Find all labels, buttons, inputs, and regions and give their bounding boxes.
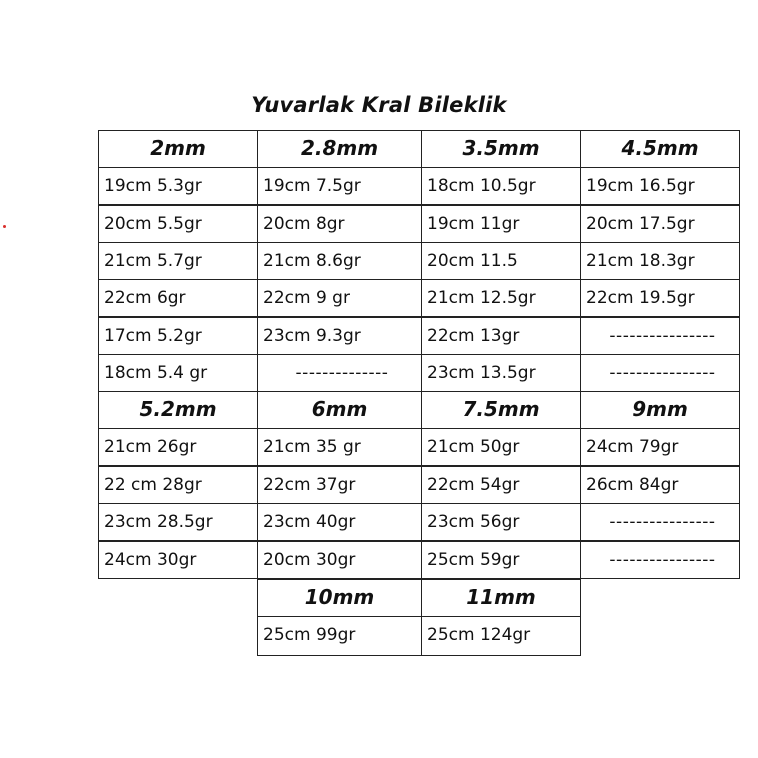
- table-cell: --------------: [257, 354, 422, 392]
- table-cell: 26cm 84gr: [580, 466, 740, 504]
- table-cell: 22 cm 28gr: [98, 466, 258, 504]
- table-cell: 21cm 8.6gr: [257, 242, 422, 280]
- table-cell: 24cm 30gr: [98, 541, 258, 579]
- column-header: 11mm: [421, 579, 581, 617]
- table-cell: 22cm 54gr: [421, 466, 581, 504]
- column-header: 3.5mm: [421, 130, 581, 168]
- table-cell: 22cm 6gr: [98, 279, 258, 317]
- column-header: 2mm: [98, 130, 258, 168]
- table-cell: 21cm 5.7gr: [98, 242, 258, 280]
- table-cell: 20cm 8gr: [257, 205, 422, 243]
- table-cell: ----------------: [580, 354, 740, 392]
- table-cell: 23cm 28.5gr: [98, 503, 258, 541]
- table-cell: 20cm 17.5gr: [580, 205, 740, 243]
- table-cell: ----------------: [580, 317, 740, 355]
- table-cell: 20cm 11.5: [421, 242, 581, 280]
- table-cell: 22cm 37gr: [257, 466, 422, 504]
- table-cell: 21cm 12.5gr: [421, 279, 581, 317]
- table-cell: 22cm 19.5gr: [580, 279, 740, 317]
- page-title: Yuvarlak Kral Bileklik: [251, 93, 507, 117]
- table-cell: 21cm 18.3gr: [580, 242, 740, 280]
- column-header: 6mm: [257, 391, 422, 429]
- table-cell: 20cm 30gr: [257, 541, 422, 579]
- table-cell: 25cm 59gr: [421, 541, 581, 579]
- table-cell: 23cm 56gr: [421, 503, 581, 541]
- table-cell: ----------------: [580, 541, 740, 579]
- table-cell: 18cm 10.5gr: [421, 167, 581, 205]
- column-header: 10mm: [257, 579, 422, 617]
- table-cell: ----------------: [580, 503, 740, 541]
- table-cell: 21cm 26gr: [98, 428, 258, 466]
- column-header: 2.8mm: [257, 130, 422, 168]
- table-cell: 19cm 16.5gr: [580, 167, 740, 205]
- table-cell: 19cm 5.3gr: [98, 167, 258, 205]
- table-cell: 17cm 5.2gr: [98, 317, 258, 355]
- table-cell: 23cm 9.3gr: [257, 317, 422, 355]
- table-cell: 21cm 50gr: [421, 428, 581, 466]
- table-cell: 20cm 5.5gr: [98, 205, 258, 243]
- table-cell: 23cm 40gr: [257, 503, 422, 541]
- decorative-dot: [3, 225, 6, 228]
- table-cell: 19cm 7.5gr: [257, 167, 422, 205]
- table-cell: 22cm 9 gr: [257, 279, 422, 317]
- table-cell: 24cm 79gr: [580, 428, 740, 466]
- table-cell: 18cm 5.4 gr: [98, 354, 258, 392]
- table-cell: 25cm 124gr: [421, 616, 581, 656]
- column-header: 9mm: [580, 391, 740, 429]
- column-header: 7.5mm: [421, 391, 581, 429]
- table-cell: 19cm 11gr: [421, 205, 581, 243]
- table-cell: 21cm 35 gr: [257, 428, 422, 466]
- column-header: 4.5mm: [580, 130, 740, 168]
- table-cell: 23cm 13.5gr: [421, 354, 581, 392]
- column-header: 5.2mm: [98, 391, 258, 429]
- table-cell: 22cm 13gr: [421, 317, 581, 355]
- table-cell: 25cm 99gr: [257, 616, 422, 656]
